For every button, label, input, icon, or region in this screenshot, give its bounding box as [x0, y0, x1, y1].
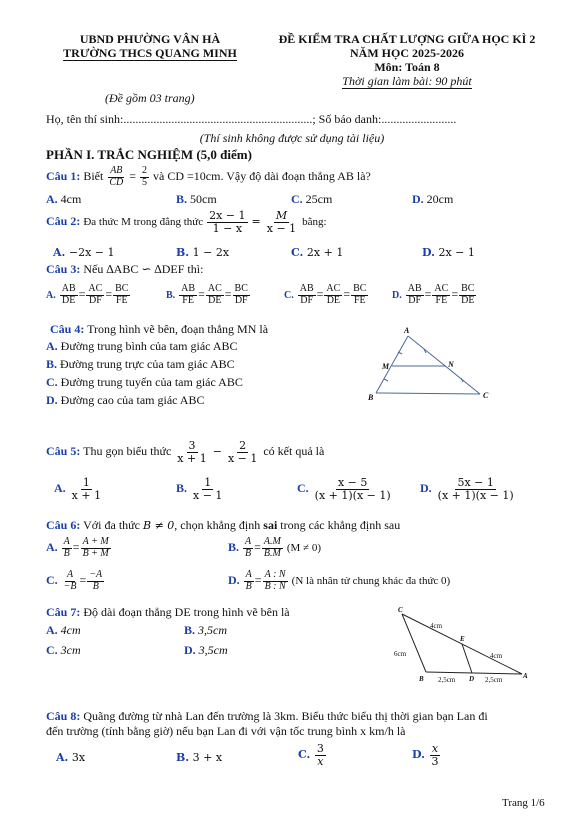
q1-option-a[interactable]: A. 4cm — [46, 192, 82, 206]
q6-bold-word: sai — [263, 518, 278, 532]
question-label: Câu 2: — [46, 213, 81, 228]
q8-option-b[interactable]: B. 3 + x — [176, 751, 223, 764]
side-ac — [408, 336, 480, 394]
q5-pre: Thu gọn biểu thức — [83, 443, 172, 458]
question-3 — [46, 262, 203, 277]
question-label: Câu 3: — [46, 262, 81, 276]
question-7 — [46, 605, 290, 620]
q1-pre: Biết — [83, 168, 104, 183]
ward-name: UBND PHƯỜNG VÂN HÀ — [79, 32, 221, 46]
q5-fraction-1: $\frac{3}{x + 1}$ — [177, 439, 207, 465]
label-m: M — [382, 362, 390, 371]
school-name: TRƯỜNG THCS QUANG MINH — [63, 46, 237, 60]
q7-option-a[interactable]: A. 4cm — [46, 623, 81, 637]
q6-option-a[interactable]: A. $\frac{A}{B}$ = $\frac{A + M}{B + M}$ — [46, 536, 109, 559]
question-8 — [46, 709, 488, 724]
q1-eq: = — [129, 168, 137, 183]
q2-option-b[interactable]: B. 1 − 2x — [176, 246, 230, 259]
q4-option-c[interactable]: C. Đường trung tuyến của tam giác ABC — [46, 375, 243, 389]
q5-option-c[interactable]: C. $\frac{x - 5}{(x + 1)(x - 1)}$ — [297, 476, 391, 502]
side-ab — [376, 336, 408, 393]
side-cb — [402, 614, 426, 672]
question-1 — [46, 166, 371, 188]
question-label: Câu 8: — [46, 709, 81, 723]
question-label: Câu 7: — [46, 605, 81, 619]
q5-option-a[interactable]: A. $\frac{1}{x + 1}$ — [54, 476, 102, 502]
q4-option-a[interactable]: A. Đường trung bình của tam giác ABC — [46, 339, 238, 353]
q3-option-d[interactable]: D. $\frac{AB}{DF}$ = $\frac{AC}{FE}$ = $\frac{BC}{DE}$ — [392, 283, 475, 306]
label-da: 2,5cm — [485, 676, 503, 684]
q1-fraction-2-5: $\frac{2}{5}$ — [142, 165, 148, 188]
question-6 — [46, 518, 400, 533]
q5-option-b[interactable]: B. $\frac{1}{x - 1}$ — [176, 476, 223, 502]
q2-pre: Đa thức M trong đẳng thức — [83, 215, 204, 228]
label-b: B — [419, 675, 424, 683]
name-field[interactable]: ............................................................... — [123, 112, 313, 126]
question-5 — [46, 440, 324, 464]
q6-pre: Với đa thức — [83, 518, 140, 532]
q8-option-a[interactable]: A. 3x — [56, 751, 86, 764]
label-c: C — [483, 391, 489, 400]
q2-option-c[interactable]: C. 2x + 1 — [291, 246, 344, 259]
question-label: Câu 1: — [46, 168, 81, 183]
q8-line2: đến trường (tính bằng giờ) nếu bạn Lan đi với vận tốc trung bình x km/h là — [46, 724, 406, 738]
q8-line1: Quãng đường từ nhà Lan đến trường là 3km. Biểu thức biểu thị thời gian bạn Lan đi — [83, 709, 488, 723]
label-ea: 4cm — [490, 652, 503, 660]
q6-option-d[interactable]: D. $\frac{A}{B}$ = $\frac{A : N}{B : N}$ (N là nhân tử chung khác đa thức 0) — [228, 569, 451, 592]
q6-option-c[interactable]: C. $\frac{A}{-B}$ = $\frac{-A}{B}$ — [46, 569, 103, 592]
sbd-label: ; Số báo danh: — [312, 112, 382, 126]
q7-option-c[interactable]: C. 3cm — [46, 643, 81, 657]
label-c: C — [398, 606, 403, 614]
school-year: NĂM HỌC 2025-2026 — [350, 46, 464, 60]
q2-option-d[interactable]: D. 2x − 1 — [422, 246, 475, 259]
q2-eq: = — [251, 214, 261, 228]
page-number: Trang 1/6 — [502, 797, 545, 809]
label-e: E — [460, 635, 465, 643]
q1-post: và CD =10cm. Vậy độ dài đoạn thẳng AB là? — [153, 168, 371, 183]
q3-option-b[interactable]: B. $\frac{AB}{FE}$ = $\frac{AC}{DE}$ = $\frac{BC}{DF}$ — [166, 283, 248, 306]
label-b: B — [368, 393, 374, 402]
question-4 — [50, 322, 268, 337]
q8-option-d[interactable]: D. $\frac{x}{3}$ — [412, 742, 439, 768]
side-ba — [426, 672, 522, 674]
label-bc: 6cm — [394, 650, 407, 658]
q2-fraction-left: $\frac{2x - 1}{1 - x}$ — [209, 209, 246, 235]
exam-time: Thời gian làm bài: 90 phút — [342, 74, 472, 88]
question-label: Câu 5: — [46, 443, 81, 458]
q6-mid: , chọn khẳng định — [174, 518, 261, 532]
q3-option-a[interactable]: A. $\frac{AB}{DE}$ = $\frac{AC}{DF}$ = $\frac{BC}{FE}$ — [46, 283, 129, 306]
q1-fraction-ab-cd: $\frac{AB}{CD}$ — [109, 165, 124, 188]
q2-post: bằng: — [302, 215, 327, 228]
name-label: Họ, tên thí sinh: — [46, 112, 124, 126]
school-header — [55, 32, 245, 61]
q3-option-c[interactable]: C. $\frac{AB}{DF}$ = $\frac{AC}{DE}$ = $\frac{BC}{FE}$ — [284, 283, 367, 306]
sbd-field[interactable]: ......................... — [381, 112, 457, 126]
q7-option-d[interactable]: D. 3,5cm — [184, 643, 228, 657]
question-label: Câu 6: — [46, 518, 81, 532]
q4-option-b[interactable]: B. Đường trung trực của tam giác ABC — [46, 357, 235, 371]
q6-option-b[interactable]: B. $\frac{A}{B}$ = $\frac{A.M}{B.M}$ (M ≠ 0) — [228, 536, 322, 559]
q5-option-d[interactable]: D. $\frac{5x - 1}{(x + 1)(x - 1)}$ — [420, 476, 514, 502]
q4-text: Trong hình vẽ bên, đoạn thẳng MN là — [87, 322, 269, 336]
label-bd: 2,5cm — [438, 676, 456, 684]
label-ce: 4cm — [430, 622, 443, 630]
subject: Môn: Toán 8 — [374, 60, 440, 74]
q4-triangle-figure — [360, 322, 500, 407]
q7-triangle-figure — [390, 604, 530, 689]
q2-fraction-right: $\frac{M}{x - 1}$ — [266, 209, 297, 235]
label-d: D — [469, 675, 475, 683]
exam-title: ĐỀ KIỂM TRA CHẤT LƯỢNG GIỮA HỌC KÌ 2 — [278, 32, 536, 46]
q8-option-c[interactable]: C. $\frac{3}{x}$ — [298, 742, 324, 768]
side-bc — [376, 393, 480, 394]
q6-condition: B ≠ 0 — [142, 519, 175, 532]
pages-note: (Đề gồm 03 trang) — [105, 91, 195, 105]
question-label: Câu 4: — [50, 322, 85, 336]
q7-option-b[interactable]: B. 3,5cm — [184, 623, 228, 637]
q6-post: trong các khẳng định sau — [280, 518, 401, 532]
exam-header — [262, 32, 552, 88]
q1-option-b[interactable]: B. 50cm — [176, 192, 217, 206]
label-n: N — [448, 360, 454, 369]
q3-text: Nếu ∆ABC ∽ ∆DEF thì: — [83, 262, 204, 276]
student-info-line — [46, 112, 456, 127]
label-a: A — [404, 326, 410, 335]
label-a: A — [523, 672, 528, 680]
question-2 — [46, 210, 327, 234]
q2-option-a[interactable]: A. −2x − 1 — [53, 246, 115, 259]
no-documents-note: (Thí sinh không được sử dụng tài liệu) — [199, 131, 385, 145]
q1-option-d[interactable]: D. 20cm — [412, 192, 454, 206]
q7-text: Độ dài đoạn thẳng DE trong hình vẽ bên là — [83, 605, 290, 619]
q5-minus: − — [212, 444, 222, 458]
section-title: PHẦN I. TRẮC NGHIỆM (5,0 điểm) — [46, 147, 252, 162]
q5-post: có kết quả là — [263, 443, 325, 458]
q4-option-d[interactable]: D. Đường cao của tam giác ABC — [46, 393, 205, 407]
q5-fraction-2: $\frac{2}{x - 1}$ — [227, 439, 258, 465]
q1-option-c[interactable]: C. 25cm — [291, 192, 333, 206]
